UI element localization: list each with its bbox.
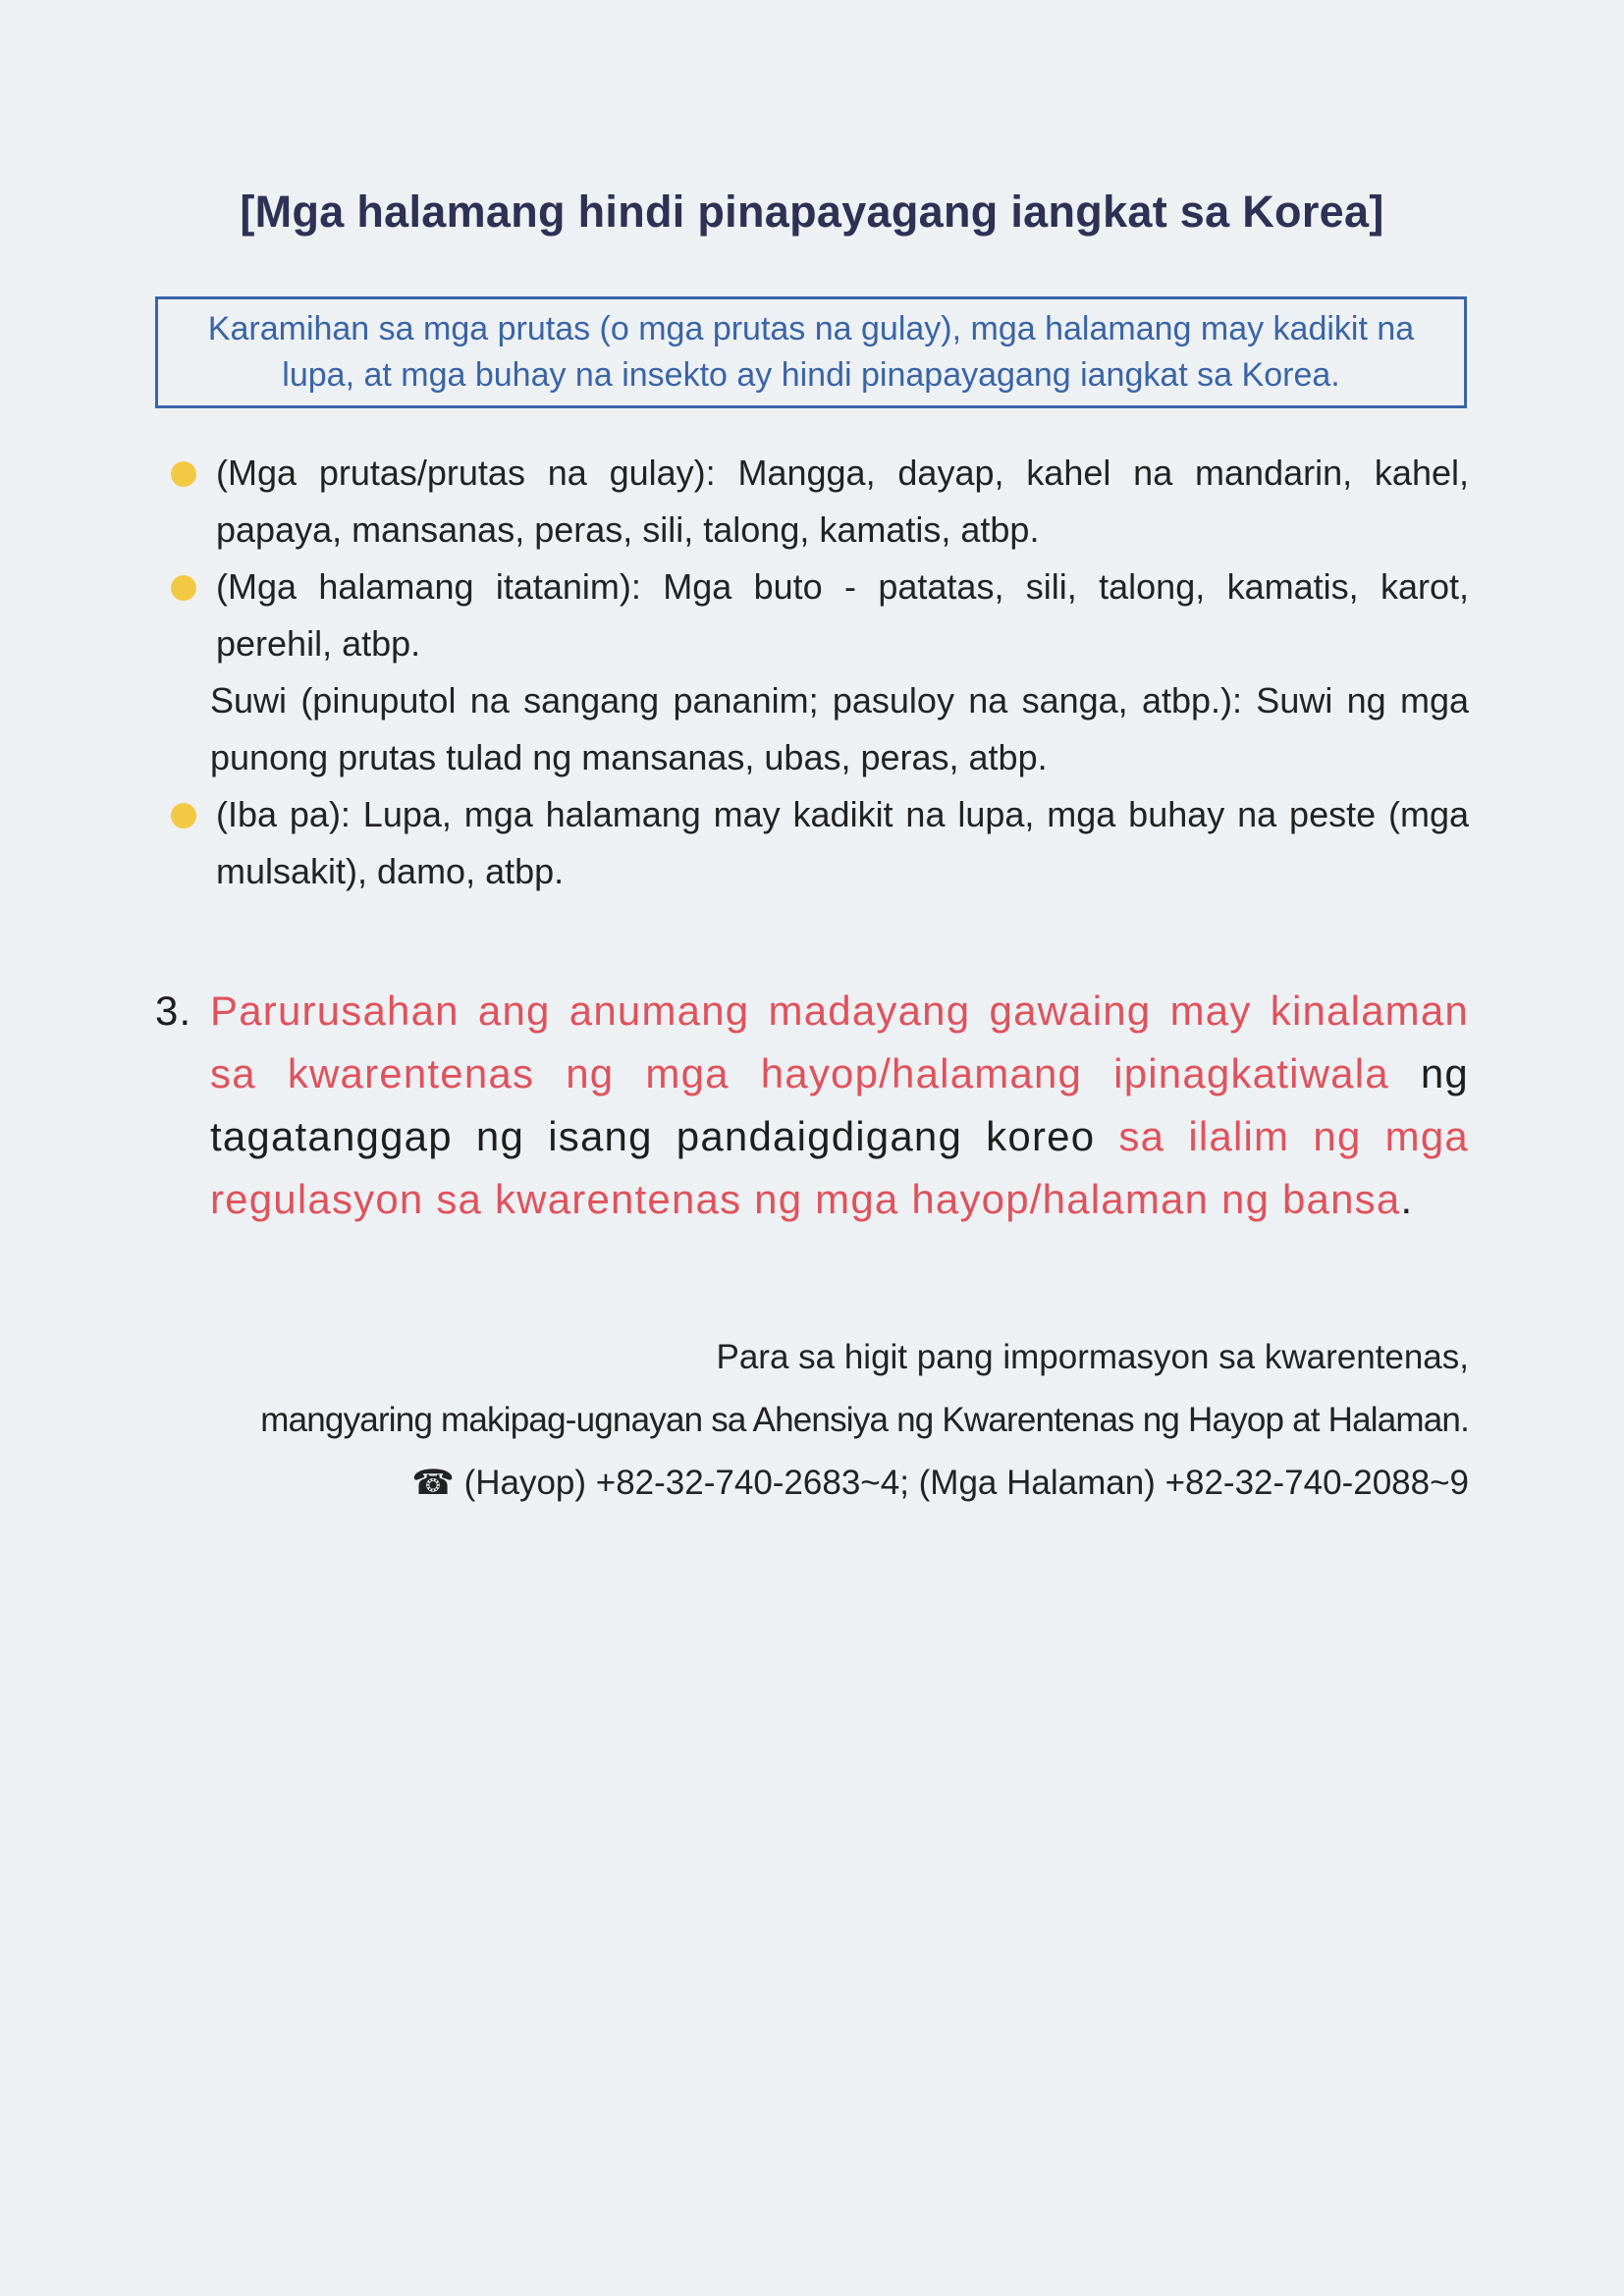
contact-phone xyxy=(260,1452,1469,1515)
penalty-text-red-1: Parurusahan ang anumang madayang gawaing may kinalaman sa kwarentenas ng mga hayop/halamang ipinagkatiwala xyxy=(210,988,1469,1096)
contact-line-2: mangyaring makipag-ugnayan sa Ahensiya ng Kwarentenas ng Hayop at Halaman. xyxy=(260,1401,1469,1439)
page-title: [Mga halamang hindi pinapayagang iangkat sa Korea] xyxy=(240,187,1384,237)
bullet-dot-icon xyxy=(171,803,196,828)
phone-icon: ☎ xyxy=(411,1464,455,1502)
item-number: 3. xyxy=(155,988,192,1034)
list-item-text: (Mga prutas/prutas na gulay): Mangga, dayap, kahel na mandarin, kahel, papaya, mansanas, peras, sili, talong, kamatis, atbp. xyxy=(216,453,1469,550)
notice-line-2: lupa, at mga buhay na insekto ay hindi pinapayagang iangkat sa Korea. xyxy=(282,356,1340,394)
contact-info xyxy=(260,1326,1469,1515)
bullet-dot-icon xyxy=(171,575,196,601)
notice-box xyxy=(155,296,1467,408)
notice-line-1: Karamihan sa mga prutas (o mga prutas na gulay), mga halamang may kadikit na xyxy=(207,310,1415,347)
contact-phone-numbers: (Hayop) +82-32-740-2683~4; (Mga Halaman) +82-32-740-2088~9 xyxy=(454,1464,1469,1502)
list-item-text: (Mga halamang itatanim): Mga buto - patatas, sili, talong, kamatis, karot, perehil, atbp. xyxy=(216,566,1469,664)
list-item-fruits xyxy=(155,445,1469,559)
penalty-text xyxy=(155,980,1469,1231)
list-item-plants xyxy=(155,559,1469,672)
penalty-text-black-1: ng tagatanggap ng isang pandaigdigang koreo xyxy=(210,1050,1469,1159)
list-item-others xyxy=(155,786,1469,900)
penalty-text-period: . xyxy=(1400,1176,1414,1222)
list-item-text: (Iba pa): Lupa, mga halamang may kadikit na lupa, mga buhay na peste (mga mulsakit), damo, atbp. xyxy=(216,794,1469,891)
list-item-suwi: Suwi (pinuputol na sangang pananim; pasuloy na sanga, atbp.): Suwi ng mga punong prutas tulad ng mansanas, ubas, peras, atbp. xyxy=(210,680,1469,777)
contact-line-1: Para sa higit pang impormasyon sa kwarentenas, xyxy=(716,1338,1469,1376)
prohibited-items-list xyxy=(155,445,1469,900)
penalty-notice xyxy=(155,980,1469,1231)
bullet-dot-icon xyxy=(171,461,196,487)
penalty-text-red-2: sa ilalim ng mga regulasyon sa kwarentenas ng mga hayop/halaman ng bansa xyxy=(210,1113,1469,1222)
